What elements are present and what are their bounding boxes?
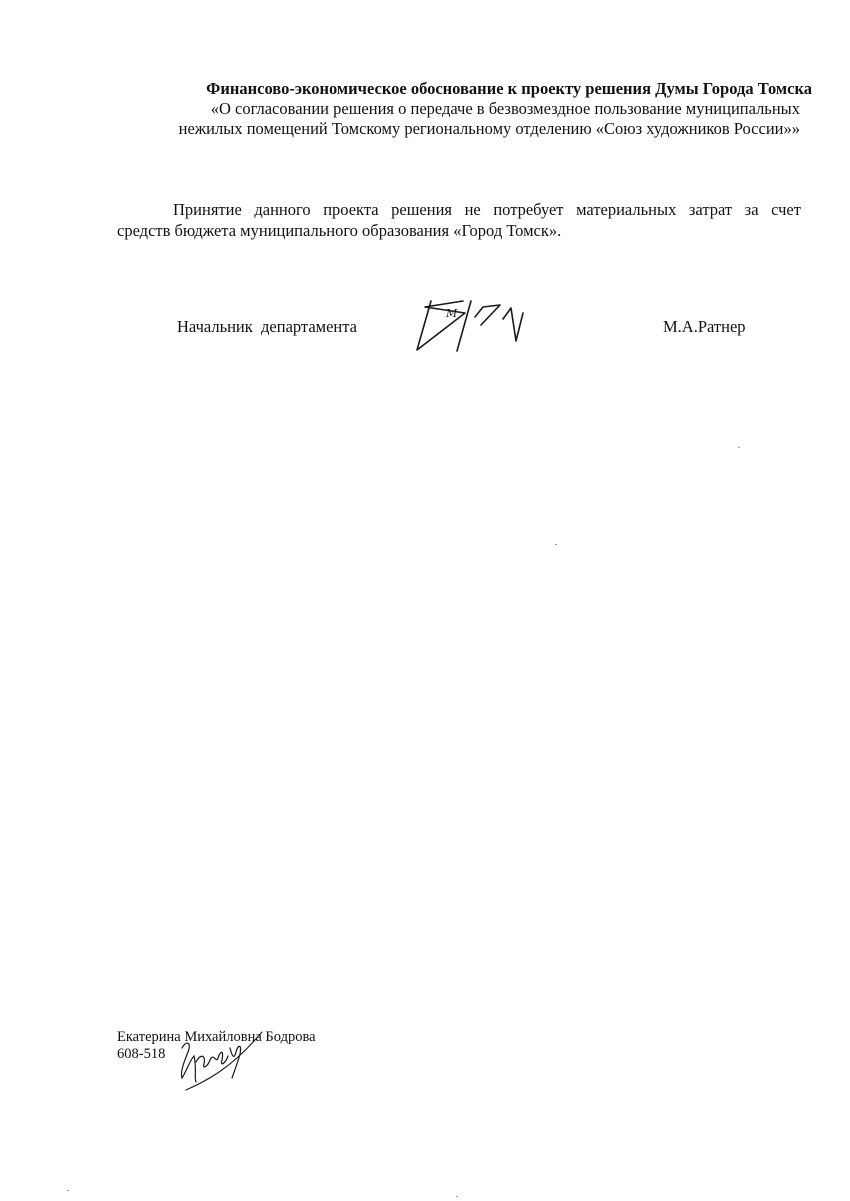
signatory-name: М.А.Ратнер <box>663 317 746 336</box>
scan-speck <box>738 447 740 448</box>
executor-name: Екатерина Михайловна Бодрова <box>117 1029 316 1045</box>
document-subtitle <box>100 99 800 139</box>
subtitle-line: нежилых помещений Томскому региональному отделению «Союз художников России»» <box>178 119 800 138</box>
body-paragraph <box>117 199 801 241</box>
body-word: потребует <box>493 200 564 219</box>
body-word: проекта <box>323 200 379 219</box>
body-word: затрат <box>688 200 733 219</box>
subtitle-line: «О согласовании решения о передаче в безвозмездное пользование муниципальных <box>210 99 800 118</box>
body-word: материальных <box>576 200 677 219</box>
body-line: средств бюджета муниципального образования «Город Томск». <box>117 221 562 240</box>
body-word: за <box>744 200 759 219</box>
body-word: решения <box>391 200 453 219</box>
scan-speck <box>67 1190 69 1191</box>
body-line <box>117 199 801 220</box>
body-word: Принятие <box>173 200 242 219</box>
document-title: Финансово-экономическое обоснование к проекту решения Думы Города Томска <box>206 79 812 98</box>
executor-signature <box>170 1026 270 1098</box>
signature-initial: М <box>446 307 458 320</box>
scan-speck <box>456 1196 458 1197</box>
signatory-signature <box>405 295 535 357</box>
body-word: не <box>464 200 481 219</box>
body-word: данного <box>254 200 311 219</box>
signatory-position: Начальник департамента <box>177 317 358 336</box>
scan-speck <box>555 544 557 545</box>
body-word: счет <box>771 200 801 219</box>
executor-phone: 608-518 <box>117 1046 166 1062</box>
